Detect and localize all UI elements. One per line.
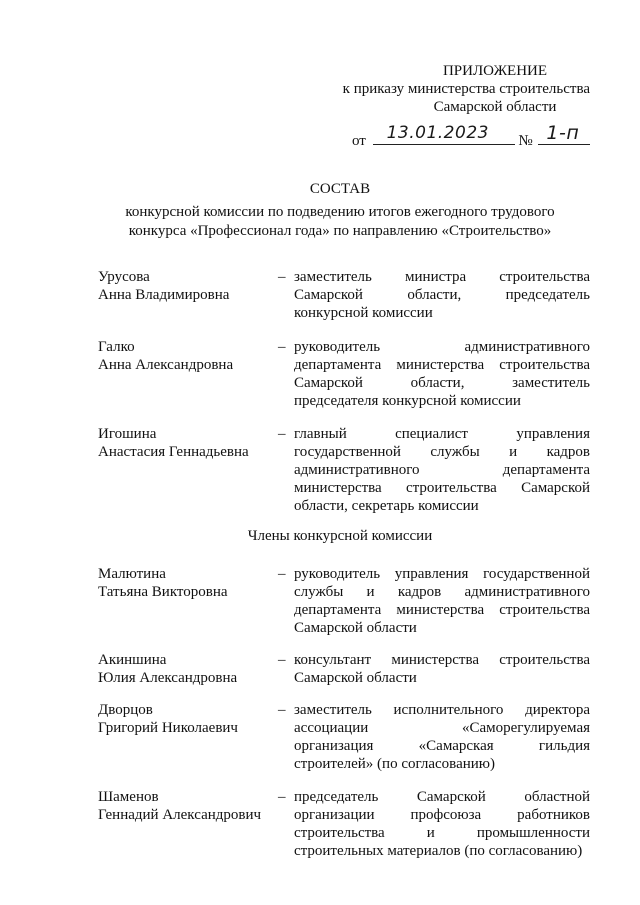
role-line: департамента министерства строительства (294, 357, 590, 373)
role-line: консультант министерства строительства (294, 652, 590, 668)
heading-title: СОСТАВ (309, 181, 371, 197)
appendix-line-1: к приказу министерства строительства (342, 81, 590, 97)
member-role (294, 788, 590, 860)
member-role (294, 338, 590, 410)
member-given-names: Григорий Николаевич (98, 720, 238, 736)
role-line: заместитель министра строительства (294, 269, 590, 285)
member-given-names: Геннадий Александрович (98, 807, 262, 823)
member-given-names: Анна Александровна (98, 357, 234, 373)
role-line: государственной службы и кадров (294, 444, 590, 460)
member-name (98, 565, 278, 601)
member-given-names: Анастасия Геннадьевна (98, 444, 249, 460)
appendix-line-2: Самарской области (433, 99, 557, 115)
member-surname: Дворцов (98, 702, 153, 718)
dash-separator: – (278, 426, 286, 442)
dash-separator: – (278, 789, 286, 805)
member-surname: Акиншина (98, 652, 167, 668)
role-line: Самарской области, заместитель (294, 375, 590, 391)
order-from-label: от (352, 133, 366, 149)
member-name (98, 701, 278, 737)
role-line: административного департамента (294, 462, 590, 478)
dash-separator: – (278, 652, 286, 668)
role-line: Самарской области, председатель (294, 287, 590, 303)
member-given-names: Анна Владимировна (98, 287, 230, 303)
role-line: ассоциации «Саморегулируемая (294, 720, 590, 736)
role-line: Самарской области (294, 670, 417, 686)
role-line: заместитель исполнительного директора (294, 702, 590, 718)
role-line: области, секретарь комиссии (294, 498, 479, 514)
heading-line-1: конкурсной комиссии по подведению итогов ежегодного трудового (125, 204, 555, 220)
role-line: строительства и промышленности (294, 825, 590, 841)
role-line: руководитель административного (294, 339, 590, 355)
member-role (294, 268, 590, 322)
member-role (294, 565, 590, 637)
member-name (98, 268, 278, 304)
member-role (294, 651, 590, 687)
role-line: Самарской области (294, 620, 417, 636)
order-number-label: № (518, 133, 533, 149)
member-surname: Урусова (98, 269, 150, 285)
role-line: руководитель управления государственной (294, 566, 590, 582)
role-line: главный специалист управления (294, 426, 590, 442)
dash-separator: – (278, 339, 286, 355)
member-surname: Малютина (98, 566, 166, 582)
role-line: конкурсной комиссии (294, 305, 433, 321)
order-reference (352, 122, 592, 152)
dash-separator: – (278, 269, 286, 285)
role-line: строителей» (по согласованию) (294, 756, 495, 772)
members-section-title: Члены конкурсной комиссии (247, 528, 433, 544)
role-line: службы и кадров административного (294, 584, 590, 600)
member-surname: Игошина (98, 426, 157, 442)
order-number-handwritten: 1-п (546, 122, 580, 144)
dash-separator: – (278, 702, 286, 718)
order-date-handwritten: 13.01.2023 (386, 123, 489, 143)
role-line: организация «Самарская гильдия (294, 738, 590, 754)
document-heading (80, 180, 600, 241)
role-line: председатель Самарской областной (294, 789, 590, 805)
member-given-names: Татьяна Викторовна (98, 584, 228, 600)
member-name (98, 651, 278, 687)
member-role (294, 701, 590, 773)
appendix-title: ПРИЛОЖЕНИЕ (442, 63, 548, 79)
order-number-field (538, 122, 590, 145)
heading-line-2: конкурса «Профессионал года» по направлению «Строительство» (128, 223, 552, 239)
role-line: департамента министерства строительства (294, 602, 590, 618)
role-line: организации профсоюза работников (294, 807, 590, 823)
role-line: министерства строительства Самарской (294, 480, 590, 496)
role-line: председателя конкурсной комиссии (294, 393, 521, 409)
role-line: строительных материалов (по согласованию) (294, 843, 583, 859)
member-given-names: Юлия Александровна (98, 670, 238, 686)
member-name (98, 425, 278, 461)
member-name (98, 338, 278, 374)
order-date-field (373, 123, 515, 145)
member-surname: Галко (98, 339, 135, 355)
dash-separator: – (278, 566, 286, 582)
member-surname: Шаменов (98, 789, 159, 805)
member-name (98, 788, 278, 824)
member-role (294, 425, 590, 515)
appendix-header (330, 62, 590, 116)
